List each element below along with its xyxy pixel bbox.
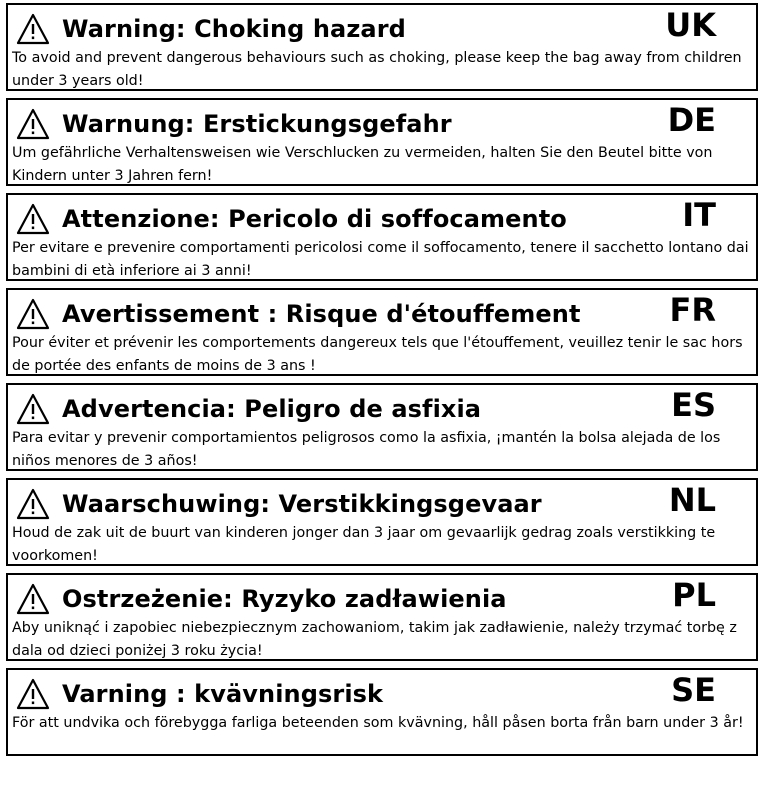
warning-title: Warning: Choking hazard <box>62 15 406 43</box>
warning-triangle-icon <box>16 202 50 236</box>
country-code: SE <box>671 671 716 709</box>
warning-triangle-icon <box>16 107 50 141</box>
warning-title: Ostrzeżenie: Ryzyko zadławienia <box>62 585 507 613</box>
warning-header <box>16 581 748 617</box>
country-code: ES <box>671 386 716 424</box>
warning-title: Varning : kvävningsrisk <box>62 680 384 708</box>
warning-header <box>16 676 748 712</box>
warning-title: Attenzione: Pericolo di soffocamento <box>62 205 567 233</box>
warning-block-pl <box>6 573 758 661</box>
warning-text: To avoid and prevent dangerous behaviours such as choking, please keep the bag away from children under 3 years old! <box>12 50 742 89</box>
warning-text: Pour éviter et prévenir les comportements dangereux tels que l'étouffement, veuillez tenir le sac hors de portée des enfants de moins de 3 ans ! <box>12 335 743 374</box>
warning-text: För att undvika och förebygga farliga beteenden som kvävning, håll påsen borta från barn under 3 år! <box>12 715 744 731</box>
country-code: UK <box>665 6 716 44</box>
warning-triangle-icon <box>16 487 50 521</box>
warning-text: Per evitare e prevenire comportamenti pericolosi come il soffocamento, tenere il sacchetto lontano dai bambini di età inferiore ai 3 anni! <box>12 240 749 279</box>
warning-text: Para evitar y prevenir comportamientos peligrosos como la asfixia, ¡mantén la bolsa alejada de los niños menores de 3 años! <box>12 430 721 469</box>
warning-block-de <box>6 98 758 186</box>
warning-header <box>16 11 748 47</box>
warning-block-fr <box>6 288 758 376</box>
warning-block-it <box>6 193 758 281</box>
warning-title: Avertissement : Risque d'étouffement <box>62 300 581 328</box>
warning-header <box>16 106 748 142</box>
warning-block-es <box>6 383 758 471</box>
warning-header <box>16 201 748 237</box>
warning-text: Houd de zak uit de buurt van kinderen jonger dan 3 jaar om gevaarlijk gedrag zoals verstikking te voorkomen! <box>12 525 716 564</box>
warning-header <box>16 486 748 522</box>
country-code: IT <box>682 196 716 234</box>
warning-triangle-icon <box>16 297 50 331</box>
warning-block-nl <box>6 478 758 566</box>
country-code: NL <box>668 481 716 519</box>
warning-block-se <box>6 668 758 756</box>
warning-text: Aby uniknąć i zapobiec niebezpiecznym zachowaniom, takim jak zadławienie, należy trzymać torbę z dala od dzieci poniżej 3 roku życia! <box>12 620 737 659</box>
warning-header <box>16 296 748 332</box>
warning-triangle-icon <box>16 582 50 616</box>
warning-triangle-icon <box>16 12 50 46</box>
warning-title: Warnung: Erstickungsgefahr <box>62 110 452 138</box>
warning-title: Advertencia: Peligro de asfixia <box>62 395 482 423</box>
warning-header <box>16 391 748 427</box>
country-code: PL <box>672 576 716 614</box>
country-code: DE <box>667 101 716 139</box>
warning-title: Waarschuwing: Verstikkingsgevaar <box>62 490 542 518</box>
warning-sheet <box>6 3 758 756</box>
warning-triangle-icon <box>16 677 50 711</box>
country-code: FR <box>669 291 716 329</box>
warning-text: Um gefährliche Verhaltensweisen wie Verschlucken zu vermeiden, halten Sie den Beutel bitte von Kindern unter 3 Jahren fern! <box>12 145 713 184</box>
warning-triangle-icon <box>16 392 50 426</box>
warning-block-uk <box>6 3 758 91</box>
